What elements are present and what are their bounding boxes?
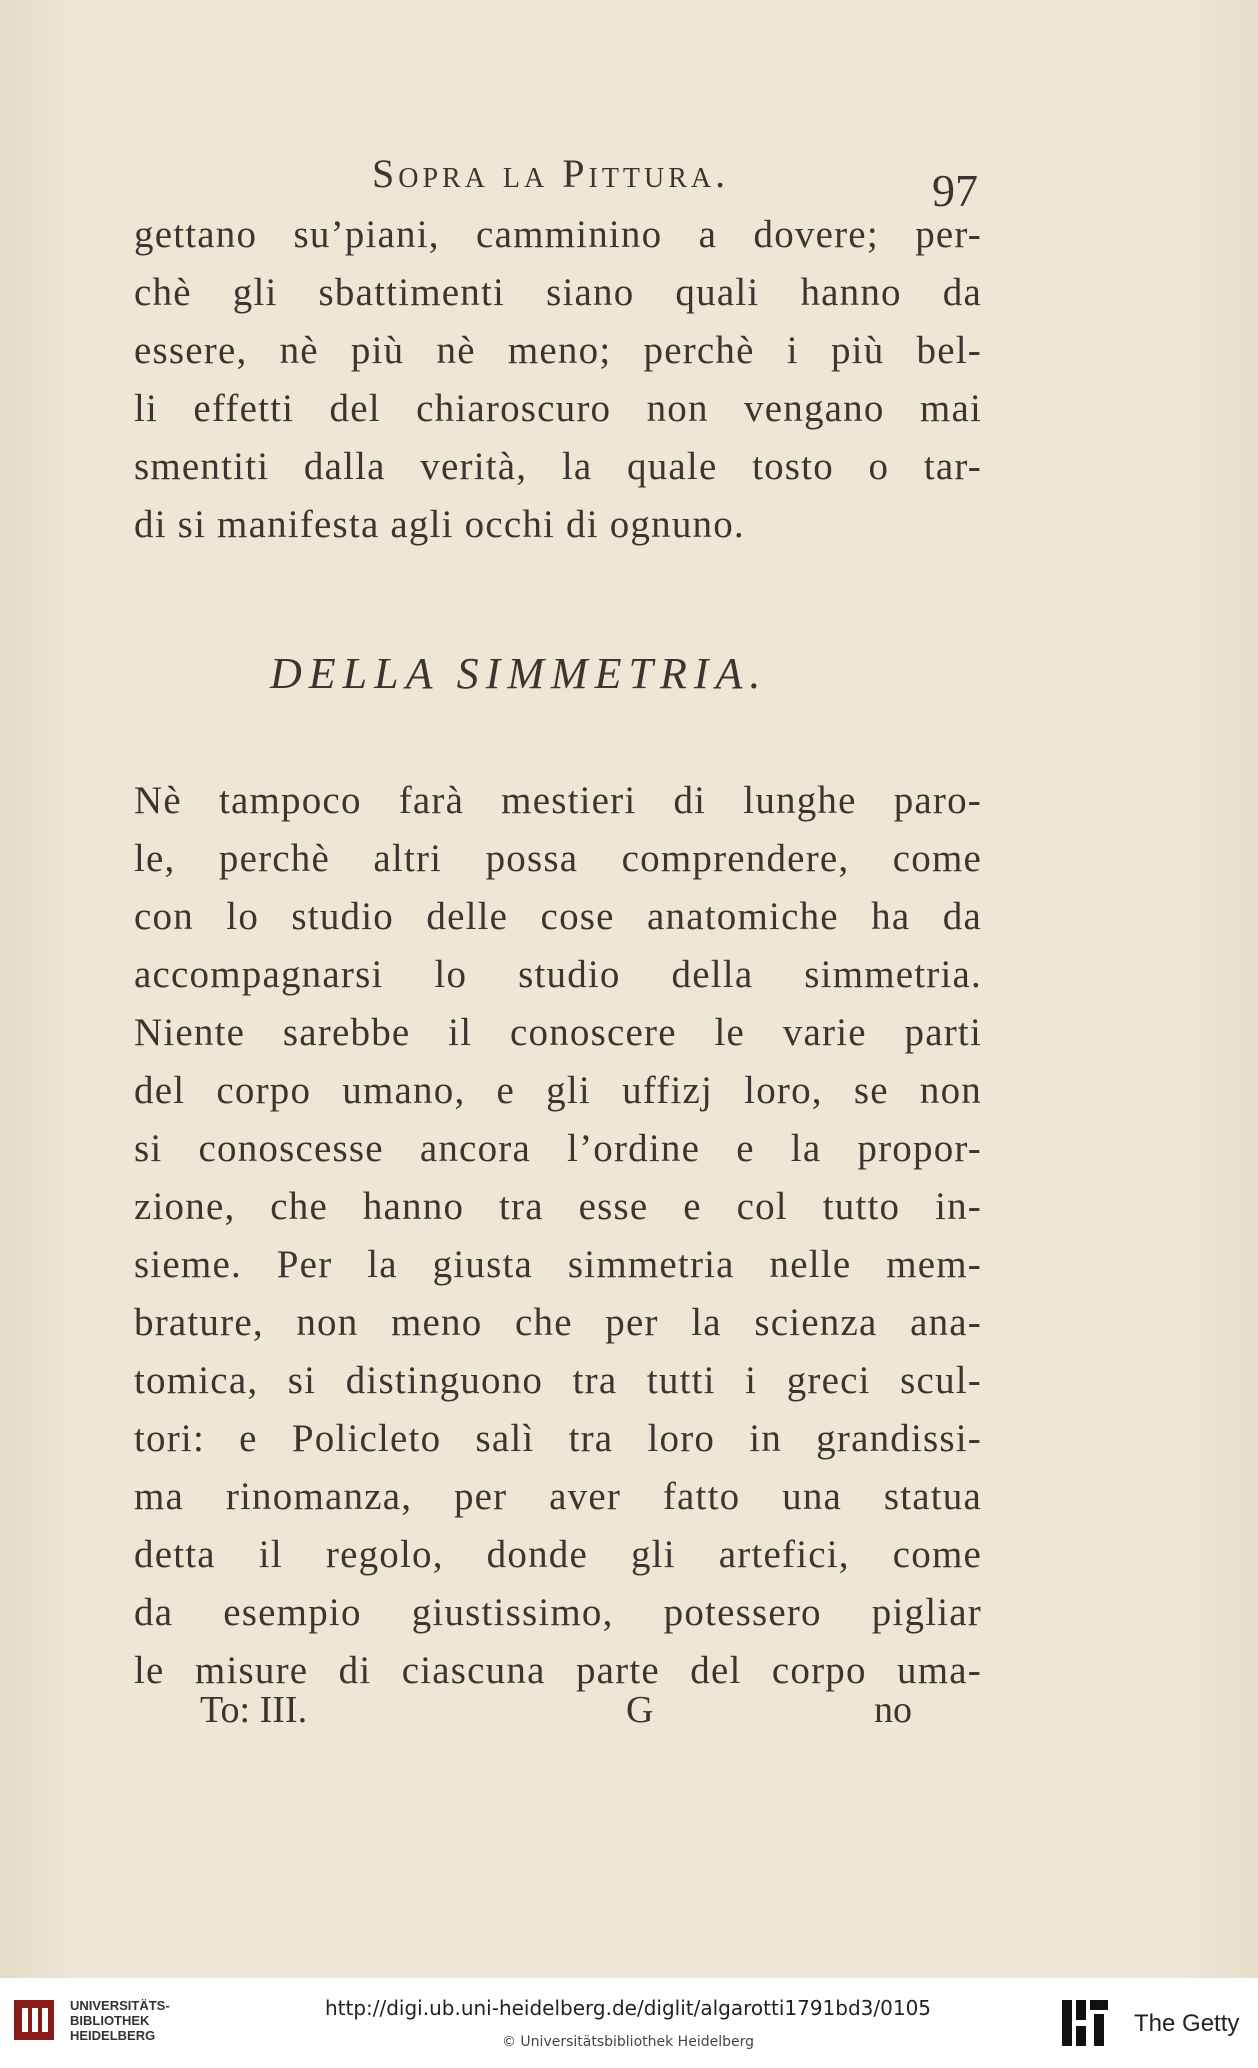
university-library-name [70,1998,170,2043]
catchword: no [874,1689,912,1731]
getty-logo-icon [1058,1996,1112,2050]
text-line: le, perchè altri possa comprendere, come [134,837,982,880]
library-name-line: HEIDELBERG [70,2028,156,2043]
text-line: le misure di ciascuna parte del corpo uma- [134,1649,982,1692]
partner-name: The Getty [1134,2010,1240,2037]
library-name-line: UNIVERSITÄTS- [70,1998,170,2013]
running-head: Sopra la Pittura. [372,151,730,196]
text-line: sieme. Per la giusta simmetria nelle mem- [134,1243,982,1286]
text-line: da esempio giustissimo, potessero pigliar [134,1591,982,1634]
text-line: di si manifesta agli occhi di ognuno. [134,503,745,546]
text-line: del corpo umano, e gli uffizj loro, se non [134,1069,982,1112]
signature-mark: To: III. [200,1689,308,1731]
paragraph-2 [134,772,982,1700]
text-line: li effetti del chiaroscuro non vengano mai [134,387,982,430]
text-line: con lo studio delle cose anatomiche ha da [134,895,982,938]
university-library-logo-icon [14,2000,54,2040]
text-line: Nè tampoco farà mestieri di lunghe paro- [134,779,982,822]
paragraph-1 [134,206,982,554]
text-line: detta il regolo, donde gli artefici, come [134,1533,982,1576]
text-line: essere, nè più nè meno; perchè i più bel- [134,329,982,372]
text-line: tomica, si distinguono tra tutti i greci scul- [134,1359,982,1402]
text-line: gettano su’piani, camminino a dovere; per- [134,213,982,256]
text-line: tori: e Policleto salì tra loro in grandissi- [134,1417,982,1460]
text-line: smentiti dalla verità, la quale tosto o tar- [134,445,982,488]
text-line: brature, non meno che per la scienza ana- [134,1301,982,1344]
permalink-url[interactable]: http://digi.ub.uni-heidelberg.de/diglit/algarotti1791bd3/0105 [324,1996,932,2020]
text-line: ma rinomanza, per aver fatto una statua [134,1475,982,1518]
gathering-letter: G [626,1689,654,1731]
text-line: si conoscesse ancora l’ordine e la propor- [134,1127,982,1170]
text-line: accompagnarsi lo studio della simmetria. [134,953,982,996]
library-name-line: BIBLIOTHEK [70,2013,150,2028]
copyright-notice: © Universitätsbibliothek Heidelberg [501,2034,754,2050]
section-heading: DELLA SIMMETRIA. [270,649,768,698]
text-line: zione, che hanno tra esse e col tutto in- [134,1185,982,1228]
text-line: Niente sarebbe il conoscere le varie parti [134,1011,982,1054]
text-line: chè gli sbattimenti siano quali hanno da [134,271,982,314]
page-number: 97 [932,165,978,216]
